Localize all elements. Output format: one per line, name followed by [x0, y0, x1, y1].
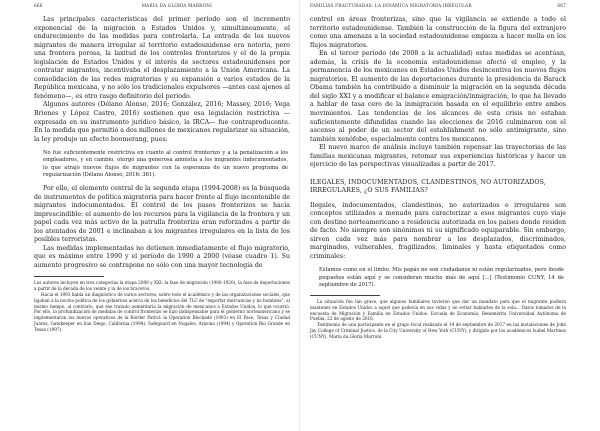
paragraph: Algunos autores (Délano Alonso, 2016; González, 2016; Massey, 2016; Vega Briones y López Castro, 2016) sostienen que esa legislación restrictiva —expresada en su instrumento jurídico básico, la IRCA— fue contraproducente. En la medida que permitió a dos millones de mexicanos regularizar su situación, la ley produjo un efecto boomerang, pues: — [34, 101, 290, 143]
footnote-separator — [34, 276, 104, 277]
page-number-left: 666 — [34, 4, 43, 9]
running-header-left — [34, 4, 290, 9]
left-body — [34, 16, 290, 270]
paragraph: Las principales características del primer período son el incremento exponencial de la migración a Estados Unidos y, simultáneamente, el endurecimiento de las medidas para controlarla. La entrada de los nuevos migrantes de manera irregular al territorio estadounidense era notoria, pero una frontera porosa, la laxitud de los controles fronterizos y el de la propia legislación de Estados Unidos y el interés de sectores estadounidenses por contratar migrantes, incentivaba el desplazamiento a la Unión Americana. La consolidación de las redes migratorias y su expansión a varios estados de la República mexicana, y no sólo los tradicionales expulsores —antes casi ajenos al fenómeno—, es otro rasgo definitorio del periodo. — [34, 16, 290, 100]
footnote: Hacia el 1993 había un diagnóstico de varios sectores, sobre todo el académico y de las organizaciones sociales, que ligaban a la nociva política de los gobiernos acerca de los beneficios del TLC de "exportar mercancías y no hombres", al mismo tiempo, al contrario, que ese tratado aumentaría la migración de mexicanos a Estados Unidos, lo que ocurrió. Por ello, la profundización de medidas de control fronterizo se hizo indispensable para el gobierno norteamericano y se implementaron los nuevos operativos de la Border Patrol: la Operation Blockade (1993) en El Paso, Texas y Ciudad Juárez, Gatekeeper en San Diego, California (1994), Safeguard en Nogales, Arizona (1994) y Operation Rio Grande en Texas (1997). — [34, 292, 290, 332]
footnote: Testimonio de una participante en el grupo focal realizado el 14 de septiembre de 2017 en las instalaciones de John Jay College of Criminal Justice, de la City University of New York (CUNY), y dirigido por los académicos Isabel Martínez (CUNY), María da Gloria Marroni — [310, 322, 566, 339]
running-head-title: FAMILIAS FRACTURADAS: LA DINÁMICA MIGRATORIA IRREGULAR — [310, 4, 472, 9]
footnotes-left — [34, 280, 290, 332]
footnote: La situación fue tan grave, que algunos familiares tuvieron que dar un mandato para que el migrante pudiera mantener en Estados Unidos a aquel que padecía en sus vidas y no evitar hablarles de la sola... Datos tomados de la encuesta de Migración y Familia en Estados Unidos. Escuela de Economía, Benemérita Universidad Autónoma de Puebla, 22 de agosto de 2016. — [310, 299, 566, 322]
footnote-separator — [310, 295, 380, 296]
block-quote: No fue suficientemente restrictiva en cuanto al control fronterizo y a la penalización a los empleadores, y en cambio, otorgó una generosa amnistía a los migrantes indocumentados, lo que atrajo nuevos flujos de migrantes con la esperanza de un nuevo programa de regularización (Délano Alonso, 2016: 361). — [43, 150, 288, 178]
page-number-right: 667 — [557, 4, 566, 9]
block-quote: Estamos como en el limbo. Mis papás no son ciudadanos ni están regularizados, pero desde pequeños están aquí y se consideran mucho más de aquí [...] (Testimonio CUNY, 14 de septiembre de 2017). — [319, 267, 564, 288]
paragraph: El nuevo marco de análisis incluye también repensar las trayectorias de las familias mexicanas migrantes, retomar sus experiencias históricas y hacer un ejercicio de las perspectivas visualizadas a partir de 2017. — [310, 144, 566, 169]
footnotes-right — [310, 299, 566, 340]
paragraph: En el tercer período (de 2008 a la actualidad) estas medidas se acentúan, además, la crisis de la economía estadounidense afectó el empleo, y la permanencia de los mexicanos en Estados Unidos desincentiva los nuevos flujos migratorios. El aumento de las deportaciones durante la presidencia de Barack Obama también ha contribuido a disminuir la migración en la segunda década del siglo XXI y a modificar el balance emigración/inmigración, lo que ha llevado a hablar de tasa cero de la inmigración basada en el equilibrio entre ambos movimientos. Las tendencias de los alcances de esta crisis no estaban suficientemente difundidas cuando las elecciones de 2016 culminaron con el ascenso al poder de un sector del establishment no sólo antimigrante, sino también xenófobo, especialmente contra los mexicanos. — [310, 50, 566, 143]
footnote: Los autores incluyen en tres categorías la etapa 2008 y XXI: la fase de migración (1900-1920), la fase de deportaciones a partir de la década de los veinte y la de los braceros. — [34, 280, 290, 292]
paragraph: Ilegales, indocumentados, clandestinos, no autorizados e irregulares son conceptos utilizados a menudo para caracterizar a esos migrantes cuyo viaje con destino norteamericano a residencia autorizada en los países donde residen de facto. No siempre son sinónimos ni su significado equiparable. Sin embargo, sirven cada vez más para nombrar a los desplazados, discriminados, marginados, vulnerables, fragilizados, liminales y hasta etiquetados como criminales: — [310, 201, 566, 260]
paragraph: control en áreas fronterizas, sino que la vigilancia se extiende a todo el territorio estadounidense. También la construcción de la figura del extranjero como una amenaza a la sociedad estadounidense empieza a hacer mella en los flujos migratorios. — [310, 16, 566, 49]
paragraph: Las medidas implementadas no detienen inmediatamente el flujo migratorio, que es máximo entre 1990 y el período de 1990 a 2000 (véase cuadro 1). Su aumento progresivo se contrapone no sólo con una mayor tecnología de — [34, 244, 290, 269]
right-page — [300, 0, 600, 431]
paragraph: Por ello, el elemento central de la segunda etapa (1994-2008) es la búsqueda de instrumentos de política migratoria para hacer frente al flujo incontenible de migrantes indocumentados. El control de los pasos fronterizos se hacía imprescindible: el aumento de los recursos para la vigilancia de la frontera y un papel cada vez más activo de la patrulla fronteriza eran reforzados a partir de los atentados de 2001 e inclinaban a los migrantes irregulares en la lista de los posibles terroristas. — [34, 185, 290, 244]
section-heading: ILEGALES, INDOCUMENTADOS, CLANDESTINOS, NO AUTORIZADOS, IRREGULARES, ¿O SUS FAMILIAS? — [310, 178, 546, 195]
running-head-author: MARÍA DA GLORIA MARRONI — [141, 4, 212, 9]
right-body — [310, 16, 566, 289]
running-header-right — [310, 4, 566, 9]
